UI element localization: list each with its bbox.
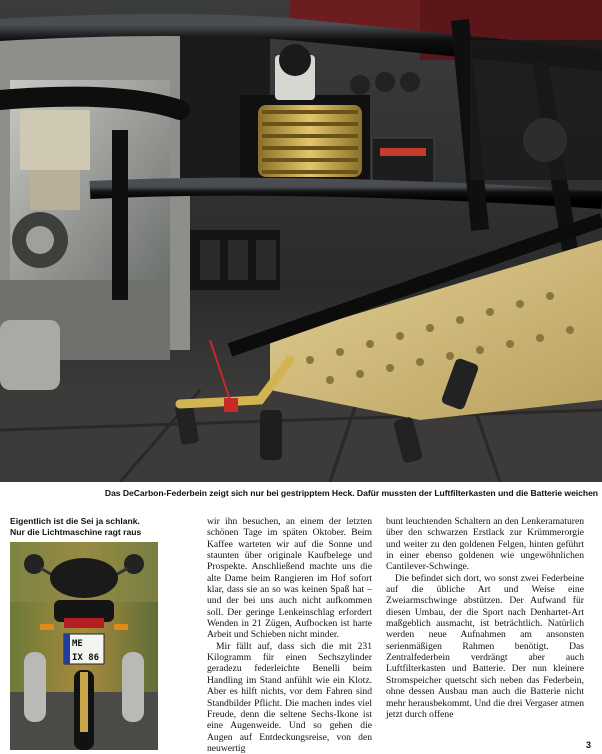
rear-view-photo [10, 542, 158, 750]
article-column-2 [386, 516, 584, 720]
article-column-1 [207, 516, 372, 754]
paragraph: bunt leuchtenden Schaltern an den Lenkeramaturen über den schwarzen Erstlack zur Krümmerorgie und weiter zu den goldenen Felgen, hinten geführt in einer ebenso goldenen wie ungewöhnlichen Cantilever-Schwinge. [386, 516, 584, 573]
side-photo-caption-line2: Nur die Lichtmaschine ragt raus [10, 527, 142, 537]
motorcycle-rear-illustration [10, 542, 158, 750]
license-plate-line2: IX 86 [72, 653, 100, 663]
paragraph: Die befindet sich dort, wo sonst zwei Federbeine auf die übliche Art und Weise eine Zweiarmschwinge abstützen. Der Aufwand für diesen Umbau, der die Sport nach Denhartet-Art maßgeblich ausmacht, ist beträchtlich. Natürlich werden neue Aufnahmen am ansonsten serienmäßigen Rahmen benötigt. Das Zentralfederbein verdrängt aber auch Luftfilterkasten und Batterie. Der nun kleinere Stromspeicher quetscht sich neben das Federbein, ohne dessen Ausbau man auch die Batterie nicht mehr herausbekommt. Und die drei Vergaser atmen jetzt durch offene [386, 572, 584, 720]
side-photo-caption-line1: Eigentlich ist die Sei ja schlank. [10, 516, 140, 526]
side-photo-caption [10, 516, 185, 538]
main-photo-caption: Das DeCarbon-Federbein zeigt sich nur bei gestripptem Heck. Dafür mussten der Luftfilterkasten und die Batterie weichen [104, 488, 598, 498]
paragraph: Mir fällt auf, dass sich die mit 231 Kilogramm für einen Sechszylinder geradezu federleichte Benelli beim Handling im Stand anfühlt wie ein Klotz. Aber es hilft nichts, vor dem Fahren sind Standbilder Pflicht. Die machen indes viel Freude, denn die seltene Sechs-Ikone ist eine Augenweide. Und so gehen die Augen auf Entdeckungsreise, von den neuwertig [207, 640, 372, 754]
page-number: 3 [586, 740, 592, 750]
paragraph: wir ihn besuchen, an einem der letzten schönen Tage im späten Oktober. Beim Kaffee warteten wir auf die Sonne und staunten über originale Kaufbelege und Prospekte. Anschließend machte uns die alte Dame beim Rangieren im Hof sofort klar, dass sie an so was keinen Spaß hat – und der bei uns auch nicht aufkommen soll. Der geringe Lenkeinschlag erfordert Wenden in 21 Zügen, Aufbocken ist harte Arbeit und Schieben nicht minder. [207, 516, 372, 641]
license-plate-line1: ME [72, 639, 83, 649]
